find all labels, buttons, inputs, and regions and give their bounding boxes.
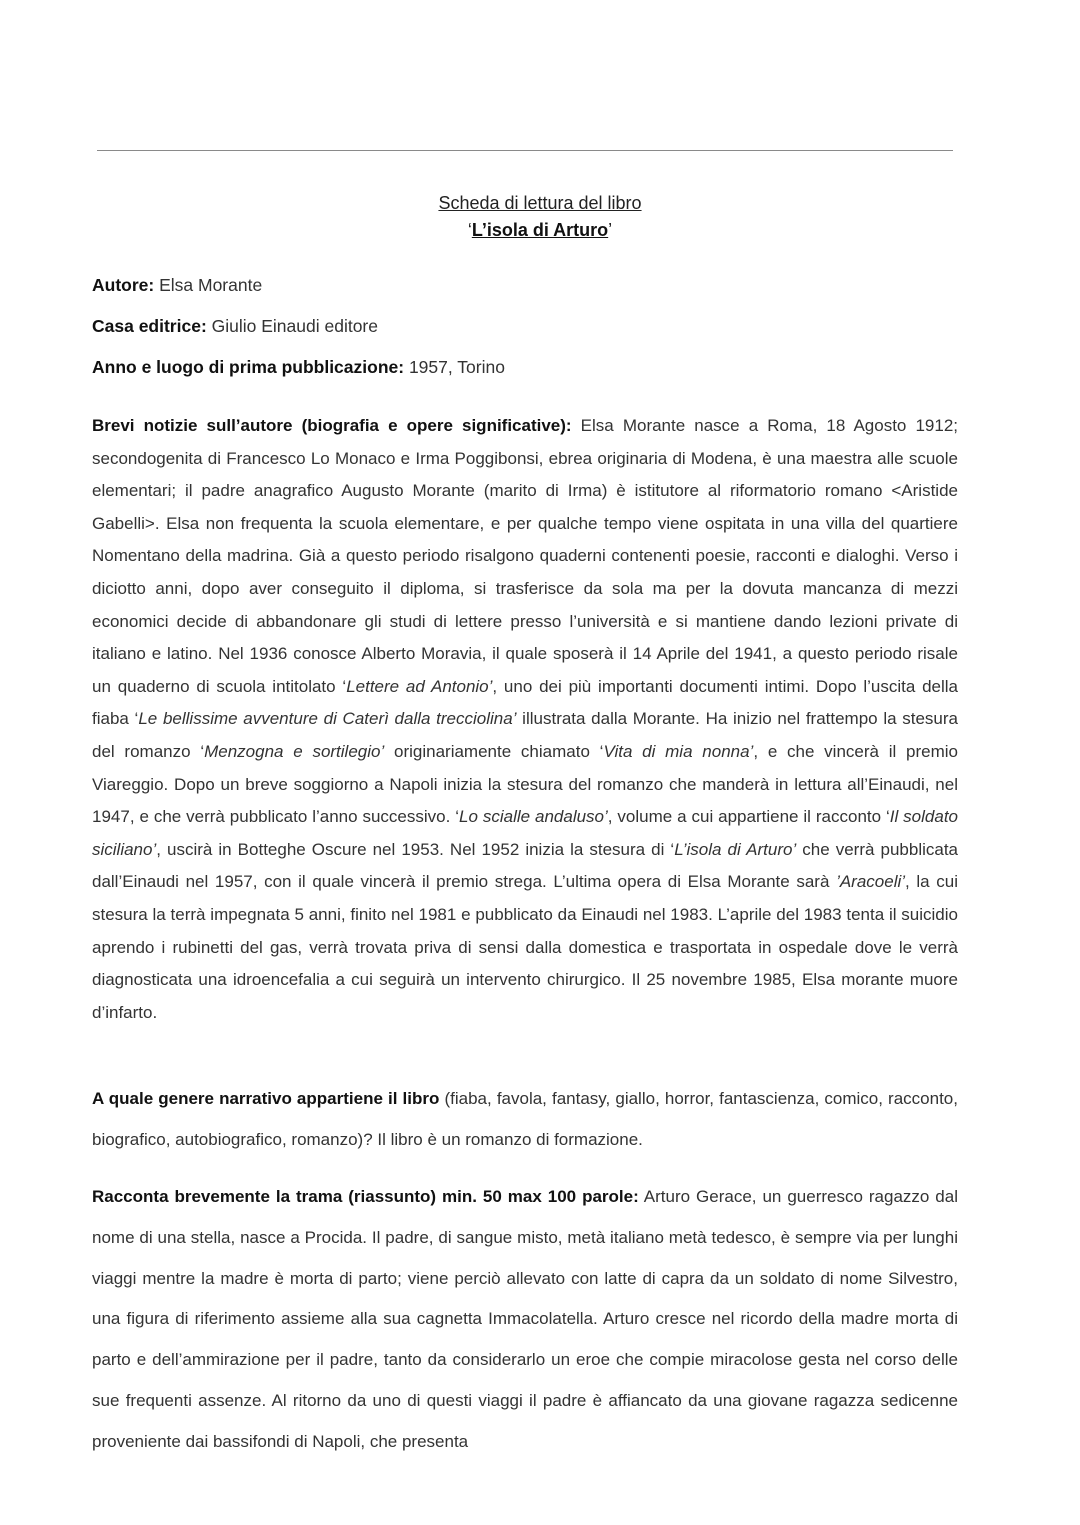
body-text: Arturo Gerace, un guerresco ragazzo dal nome di una stella, nasce a Procida. Il padre, di sangue misto, metà italiano metà tedesco, è sempre via per lunghi viaggi mentre la madre è morta di parto; viene perciò allevato con latte di capra da un soldato di nome Silvestro, una figura di riferimento assieme alla sua cagnetta Immacolatella. Arturo cresce nel ricordo della madre morta di parto e dell’ammirazione per il padre, tanto da considerarlo un eroe che compie miracolose gesta nel corso delle sue frequenti assenze. Al ritorno da uno di questi viaggi il padre è affiancato da una giovane ragazza sedicenne proveniente dai bassifondi di Napoli, che presenta (92, 1187, 958, 1451)
header-divider (97, 150, 953, 151)
field-value: Elsa Morante (154, 275, 263, 295)
italic-title: Il soldato siciliano’ (92, 807, 958, 859)
field-publication (92, 357, 505, 378)
paragraph-plot (92, 1177, 958, 1463)
book-title (0, 220, 1080, 241)
italic-title: Le bellissime avventure di Caterì dalla trecciolina’ (138, 709, 517, 729)
field-value: 1957, Torino (404, 357, 505, 377)
italic-title: Vita di mia nonna’ (603, 741, 754, 761)
field-label: Anno e luogo di prima pubblicazione: (92, 357, 405, 377)
paragraph-genre (92, 1078, 958, 1160)
italic-title: Lettere ad Antonio’ (346, 676, 493, 696)
italic-title: Lo scialle andaluso’ (459, 807, 608, 827)
quote-open: ‘ (467, 220, 472, 240)
body-text: originariamente chiamato ‘ (384, 741, 604, 761)
body-text: , la cui stesura la terrà impegnata 5 anni, finito nel 1981 e pubblicato da Einaudi nel 1983. L’aprile del 1983 tenta il suicidio aprendo i rubinetti del gas, verrà trovata priva di sensi dalla domestica e trasportata in ospedale dove le verrà diagnosticata una idroencefalia a cui seguirà un intervento chirurgico. Il 25 novembre 1985, Elsa morante muore d’infarto. (92, 872, 959, 1022)
field-label: Casa editrice: (92, 316, 207, 336)
section-heading: Brevi notizie sull’autore (biografia e opere significative): (92, 416, 572, 435)
body-text: , uscirà in Botteghe Oscure nel 1953. Nel 1952 inizia la stesura di ‘ (156, 839, 675, 859)
paragraph-biography (92, 410, 958, 1029)
section-heading: A quale genere narrativo appartiene il libro (92, 1089, 440, 1108)
field-value: Giulio Einaudi editore (206, 316, 378, 336)
body-text: illustrata dalla Morante. Ha inizio nel frattempo la stesura del romanzo ‘ (92, 709, 958, 761)
book-title-text: L’isola di Arturo (471, 220, 609, 240)
body-text: , uno dei più importanti documenti intimi. Dopo l’uscita della fiaba ‘ (92, 676, 958, 729)
italic-title: L’isola di Arturo’ (674, 839, 797, 859)
document-title: Scheda di lettura del libro (438, 193, 642, 213)
body-text: (fiaba, favola, fantasy, giallo, horror, fantascienza, comico, racconto, biografico, autobiografico, romanzo)? Il libro è un romanzo di formazione. (92, 1089, 958, 1149)
body-text: , e che vincerà il premio Viareggio. Dopo un breve soggiorno a Napoli inizia la stesura del romanzo che manderà in lettura all’Einaudi, nel 1947, e che verrà pubblicato l’anno successivo. ‘ (92, 741, 958, 827)
quote-close: ’ (608, 220, 613, 240)
body-text: che verrà pubblicata dall’Einaudi nel 1957, con il quale vincerà il premio strega. L’ultima opera di Elsa Morante sarà (92, 839, 958, 892)
body-text: Elsa Morante nasce a Roma, 18 Agosto 1912; secondogenita di Francesco Lo Monaco e Irma Poggibonsi, ebrea originaria di Modena, è una maestra alle scuole elementari; il padre anagrafico Augusto Morante (marito di Irma) è istitutore al riformatorio romano <Aristide Gabelli>. Elsa non frequenta la scuola elementare, e per qualche tempo viene ospitata in una villa del quartiere Nomentano della madrina. Già a questo periodo risalgono quaderni contenenti poesie, racconti e dialoghi. Verso i diciotto anni, dopo aver conseguito il diploma, si trasferisce da sola ma per la dovuta mancanza di mezzi economici decide di abbandonare gli studi di lettere presso l’università e si mantiene dando lezioni private di italiano e latino. Nel 1936 conosce Alberto Moravia, il quale sposerà il 14 Aprile del 1941, a questo periodo risale un quaderno di scuola intitolato ‘ (92, 416, 959, 696)
section-heading: Racconta brevemente la trama (riassunto) min. 50 max 100 parole: (92, 1187, 639, 1206)
italic-title: ’Aracoeli’ (836, 872, 906, 892)
body-text: , volume a cui appartiene il racconto ‘ (607, 807, 890, 827)
italic-title: Menzogna e sortilegio’ (204, 741, 385, 761)
field-label: Autore: (92, 275, 155, 295)
field-publisher (92, 316, 378, 337)
field-author (92, 275, 262, 296)
